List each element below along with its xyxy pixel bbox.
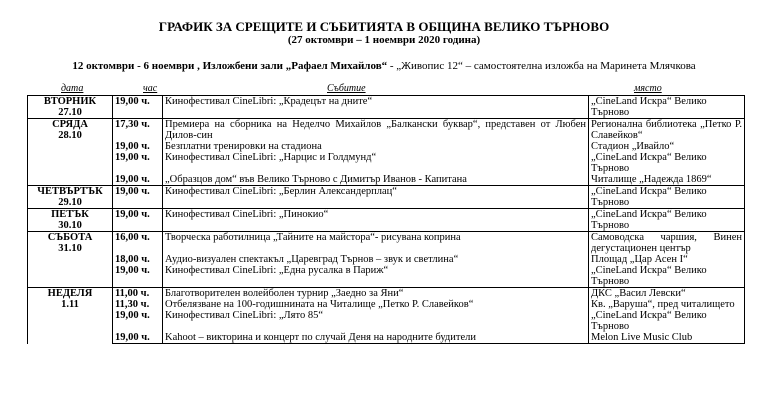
- event-title: „Образцов дом“ във Велико Търново с Димитър Иванов - Капитана: [163, 174, 589, 186]
- exhibition-dates: 12 октомври - 6 ноември , Изложбени зали „Рафаел Михайлов“: [72, 60, 388, 72]
- table-row: [28, 332, 745, 344]
- day-date: 30.10: [58, 220, 82, 231]
- table-row: [28, 232, 745, 255]
- event-place: Кв. „Варуша“, пред читалището: [589, 299, 745, 310]
- event-time: 16,00 ч.: [113, 232, 163, 255]
- event-place: Регионална библиотека „Петко Р. Славейков“: [589, 119, 745, 142]
- table-row: [28, 310, 745, 332]
- column-header-time: час: [143, 83, 158, 94]
- event-time: 11,00 ч.: [113, 288, 163, 300]
- day-name: СЪБОТА: [47, 232, 93, 243]
- day-date: 31.10: [58, 243, 82, 254]
- event-time: 19,00 ч.: [113, 141, 163, 152]
- event-title: Kahoot – викторина и концерт по случай Деня на народните будители: [163, 332, 589, 344]
- event-title: Аудио-визуален спектакъл „Царевград Търнов – звук и светлина“: [163, 254, 589, 265]
- column-header-event: Събитие: [327, 83, 366, 94]
- exhibition-rest: - „Живопис 12“ – самостоятелна изложба на Маринета Млячкова: [387, 60, 696, 72]
- page-title: ГРАФИК ЗА СРЕЩИТЕ И СЪБИТИЯТА В ОБЩИНА ВЕЛИКО ТЪРНОВО: [158, 19, 610, 34]
- table-row: [28, 141, 745, 152]
- event-time: 19,00 ч.: [113, 186, 163, 209]
- event-time: 17,30 ч.: [113, 119, 163, 142]
- table-row: [28, 288, 745, 300]
- event-title: Кинофестивал CineLibri: „Нарцис и Голдмунд“: [163, 152, 589, 174]
- day-cell: [28, 232, 113, 288]
- event-title: Отбелязване на 100-годишнината на Читалище „Петко Р. Славейков“: [163, 299, 589, 310]
- event-time: 19,00 ч.: [113, 152, 163, 174]
- table-row: [28, 96, 745, 119]
- event-place: Площад „Цар Асен I“: [589, 254, 745, 265]
- day-name: НЕДЕЛЯ: [47, 288, 93, 299]
- event-place: „CineLand Искра“ Велико Търново: [589, 265, 745, 288]
- day-name: ЧЕТВЪРТЪК: [37, 186, 103, 197]
- event-time: 19,00 ч.: [113, 209, 163, 232]
- event-title: Кинофестивал CineLibri: „Пинокио“: [163, 209, 589, 232]
- event-place: Стадион „Ивайло“: [589, 141, 745, 152]
- event-title: Творческа работилница „Тайните на майстора“- рисувана коприна: [163, 232, 589, 255]
- table-row: [28, 209, 745, 232]
- table-row: [28, 119, 745, 142]
- day-cell: [28, 96, 113, 119]
- day-name: ПЕТЪК: [51, 209, 89, 220]
- event-place: Самоводска чаршия, Винен дегустационен център: [589, 232, 745, 255]
- day-date: 1.11: [61, 299, 79, 310]
- page-subtitle: (27 октомври – 1 ноември 2020 година): [287, 34, 481, 46]
- table-row: [28, 299, 745, 310]
- day-cell: [28, 119, 113, 186]
- event-place: „CineLand Искра“ Велико Търново: [589, 310, 745, 332]
- event-title: Кинофестивал CineLibri: „Берлин Александерплац“: [163, 186, 589, 209]
- event-title: Благотворителен волейболен турнир „Заедно за Яни“: [163, 288, 589, 300]
- table-row: [28, 152, 745, 174]
- day-cell: [28, 288, 113, 344]
- day-name: СРЯДА: [52, 119, 88, 130]
- event-time: 19,00 ч.: [113, 174, 163, 186]
- event-place: ДКС „Васил Левски“: [589, 288, 745, 300]
- event-place: „CineLand Искра“ Велико Търново: [589, 96, 745, 119]
- event-title: Безплатни тренировки на стадиона: [163, 141, 589, 152]
- event-title: Премиера на сборника на Неделчо Михайлов „Балкански буквар“, представен от Любен Дилов-син: [163, 119, 589, 142]
- day-name: ВТОРНИК: [43, 96, 97, 107]
- event-time: 19,00 ч.: [113, 265, 163, 288]
- day-date: 29.10: [58, 197, 82, 208]
- table-row: [28, 254, 745, 265]
- column-header-date: дата: [61, 83, 84, 94]
- event-time: 19,00 ч.: [113, 96, 163, 119]
- column-header-place: място: [634, 83, 662, 94]
- event-time: 11,30 ч.: [113, 299, 163, 310]
- event-place: „CineLand Искра“ Велико Търново: [589, 152, 745, 174]
- day-date: 27.10: [58, 107, 82, 118]
- event-place: Читалище „Надежда 1869“: [589, 174, 745, 186]
- table-row: [28, 174, 745, 186]
- event-time: 19,00 ч.: [113, 310, 163, 332]
- day-date: 28.10: [58, 130, 82, 141]
- event-title: Кинофестивал CineLibri: „Крадецът на дните“: [163, 96, 589, 119]
- event-place: „CineLand Искра“ Велико Търново: [589, 209, 745, 232]
- event-title: Кинофестивал CineLibri: „Една русалка в Париж“: [163, 265, 589, 288]
- event-time: 19,00 ч.: [113, 332, 163, 344]
- event-time: 18,00 ч.: [113, 254, 163, 265]
- day-cell: [28, 186, 113, 209]
- day-cell: [28, 209, 113, 232]
- table-row: [28, 186, 745, 209]
- event-place: „CineLand Искра“ Велико Търново: [589, 186, 745, 209]
- exhibition-line: [0, 60, 768, 73]
- table-row: [28, 265, 745, 288]
- event-title: Кинофестивал CineLibri: „Лято 85“: [163, 310, 589, 332]
- schedule-body: [28, 96, 745, 344]
- schedule-table: [27, 95, 745, 344]
- event-place: Melon Live Music Club: [589, 332, 745, 344]
